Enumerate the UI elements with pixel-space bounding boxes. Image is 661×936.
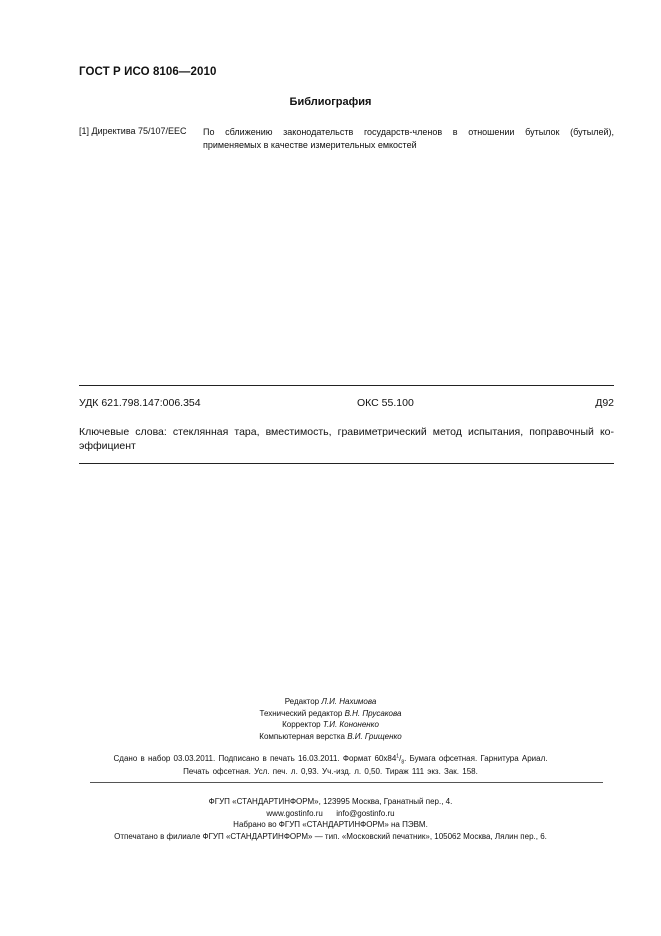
bibliography-title: Библиография — [289, 96, 372, 108]
bottom-divider — [79, 463, 614, 464]
publisher-divider — [90, 782, 603, 783]
credit-name: В.И. Грищенко — [347, 731, 402, 741]
publisher-website[interactable]: www.gostinfo.ru — [266, 808, 323, 818]
print-info-line-2: Печать офсетная. Усл. печ. л. 0,93. Уч.-изд. л. 0,50. Тираж 111 экз. Зак. 158. — [183, 767, 478, 776]
publisher-printer: Отпечатано в филиале ФГУП «СТАНДАРТИНФОРМ» — тип. «Московский печатник», 105062 Москва, Лялин пер., 6. — [114, 831, 547, 841]
credit-name: Л.И. Нахимова — [321, 697, 377, 706]
bibliography-entry-text: По сближению законодательств государств-членов в отношении бутылок (бутылей), применяемых в качестве измерительных емкостей — [203, 127, 614, 150]
publisher-address: ФГУП «СТАНДАРТИНФОРМ», 123995 Москва, Гранатный пер., 4. — [208, 797, 453, 806]
publisher-contacts — [0, 808, 661, 820]
credit-layout: Компьютерная верстка В.И. Грищенко — [259, 731, 402, 741]
credit-name: В.Н. Прусакова — [344, 708, 402, 718]
publisher-typeset: Набрано во ФГУП «СТАНДАРТИНФОРМ» на ПЭВМ. — [233, 820, 428, 829]
bibliography-entry-label: [1] Директива 75/107/ЕЕС — [79, 126, 187, 136]
print-info — [0, 752, 661, 778]
credit-name: Т.И. Кононенко — [322, 720, 379, 729]
standard-number: ГОСТ Р ИСО 8106—2010 — [79, 66, 217, 78]
credit-editor: Редактор Л.И. Нахимова — [284, 697, 377, 706]
credit-proofreader: Корректор Т.И. Кононенко — [282, 720, 379, 729]
credit-tech-editor: Технический редактор В.Н. Прусакова — [259, 708, 402, 718]
keywords: Ключевые слова: стеклянная тара, вместимость, гравиметрический метод испытания, поправочный ко-эффициент — [79, 426, 614, 452]
print-info-line-1: Сдано в набор 03.03.2011. Подписано в печать 16.03.2011. Формат $60х84^1/_8$. Бумага офсетная. Гарнитура Ариал. — [113, 753, 548, 766]
publisher-block — [0, 796, 661, 842]
udk-code: УДК 621.798.147:006.354 — [79, 397, 201, 409]
credits-block — [0, 696, 661, 742]
top-divider — [79, 385, 614, 386]
oks-code: ОКС 55.100 — [357, 397, 414, 409]
classification-code: Д92 — [595, 397, 614, 409]
publisher-email[interactable]: info@gostinfo.ru — [336, 808, 395, 818]
